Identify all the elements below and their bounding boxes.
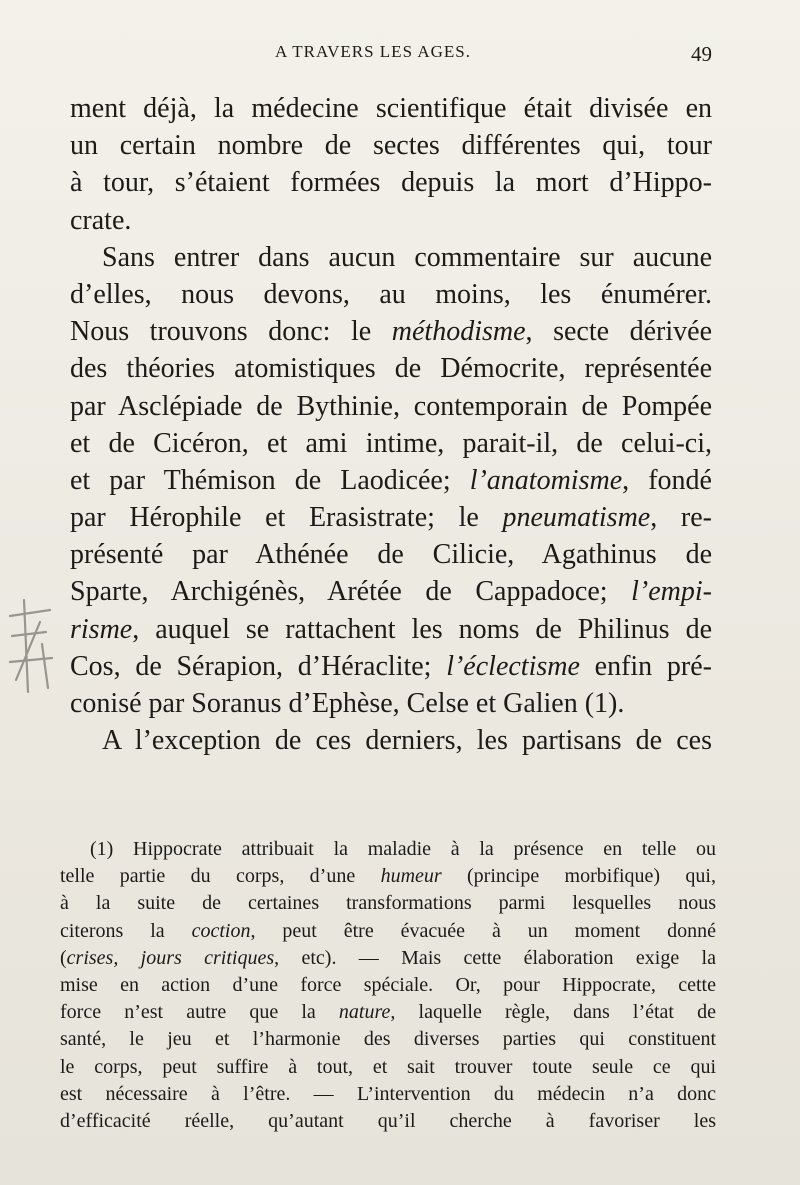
- text-line: des théories atomistiques de Démocrite, représentée: [70, 353, 712, 385]
- text-line: par Asclépiade de Bythinie, contemporain de Pompée: [70, 390, 712, 422]
- text-line: A l’exception de ces derniers, les partisans de ces: [102, 725, 712, 757]
- text-line: et de Cicéron, et ami intime, parait-il, de celui-ci,: [70, 427, 712, 459]
- pencil-margin-mark: [2, 592, 62, 702]
- text-line: un certain nombre de sectes différentes qui, tour: [70, 130, 712, 162]
- text-line: d’elles, nous devons, au moins, les énumérer.: [70, 278, 712, 310]
- main-text: [70, 90, 712, 759]
- running-title: A TRAVERS LES AGES.: [275, 42, 471, 61]
- footnote-line: (crises, jours critiques, etc). — Mais cette élaboration exige la: [60, 946, 716, 969]
- text-line: conisé par Soranus d’Ephèse, Celse et Galien (1).: [70, 688, 625, 719]
- footnote: [60, 836, 716, 1135]
- text-line: par Hérophile et Erasistrate; le pneumatisme, re-: [70, 502, 712, 534]
- text-line: crate.: [70, 204, 132, 236]
- footnote-line: à la suite de certaines transformations parmi lesquelles nous: [60, 892, 716, 915]
- text-line: ment déjà, la médecine scientifique était divisée en: [70, 93, 712, 124]
- text-line: Sans entrer dans aucun commentaire sur aucune: [102, 241, 712, 273]
- footnote-line: le corps, peut suffire à tout, et sait trouver toute seule ce qui: [60, 1055, 716, 1078]
- footnote-line: force n’est autre que la nature, laquelle règle, dans l’état de: [60, 1001, 716, 1024]
- footnote-line: d’efficacité réelle, qu’autant qu’il cherche à favoriser les: [60, 1109, 716, 1132]
- text-line: risme, auquel se rattachent les noms de Philinus de: [70, 613, 712, 645]
- text-line: à tour, s’étaient formées depuis la mort d’Hippo-: [70, 167, 712, 199]
- footnote-line: telle partie du corps, d’une humeur (principe morbifique) qui,: [60, 865, 716, 888]
- page-number: 49: [691, 42, 712, 66]
- footnote-line: est nécessaire à l’être. — L’intervention du médecin n’a donc: [60, 1082, 716, 1105]
- footnote-line: citerons la coction, peut être évacuée à un moment donné: [60, 919, 716, 942]
- text-line: présenté par Athénée de Cilicie, Agathinus de: [70, 539, 712, 571]
- text-line: Nous trouvons donc: le méthodisme, secte dérivée: [70, 316, 712, 348]
- text-line: et par Thémison de Laodicée; l’anatomisme, fondé: [70, 464, 712, 496]
- footnote-line: mise en action d’une force spéciale. Or, pour Hippocrate, cette: [60, 973, 716, 996]
- text-line: Sparte, Archigénès, Arétée de Cappadoce; l’empi-: [70, 576, 712, 608]
- footnote-line: santé, le jeu et l’harmonie des diverses parties qui constituent: [60, 1028, 716, 1051]
- text-line: Cos, de Sérapion, d’Héraclite; l’éclectisme enfin pré-: [70, 650, 712, 682]
- footnote-line: (1) Hippocrate attribuait la maladie à la présence en telle ou: [90, 838, 716, 860]
